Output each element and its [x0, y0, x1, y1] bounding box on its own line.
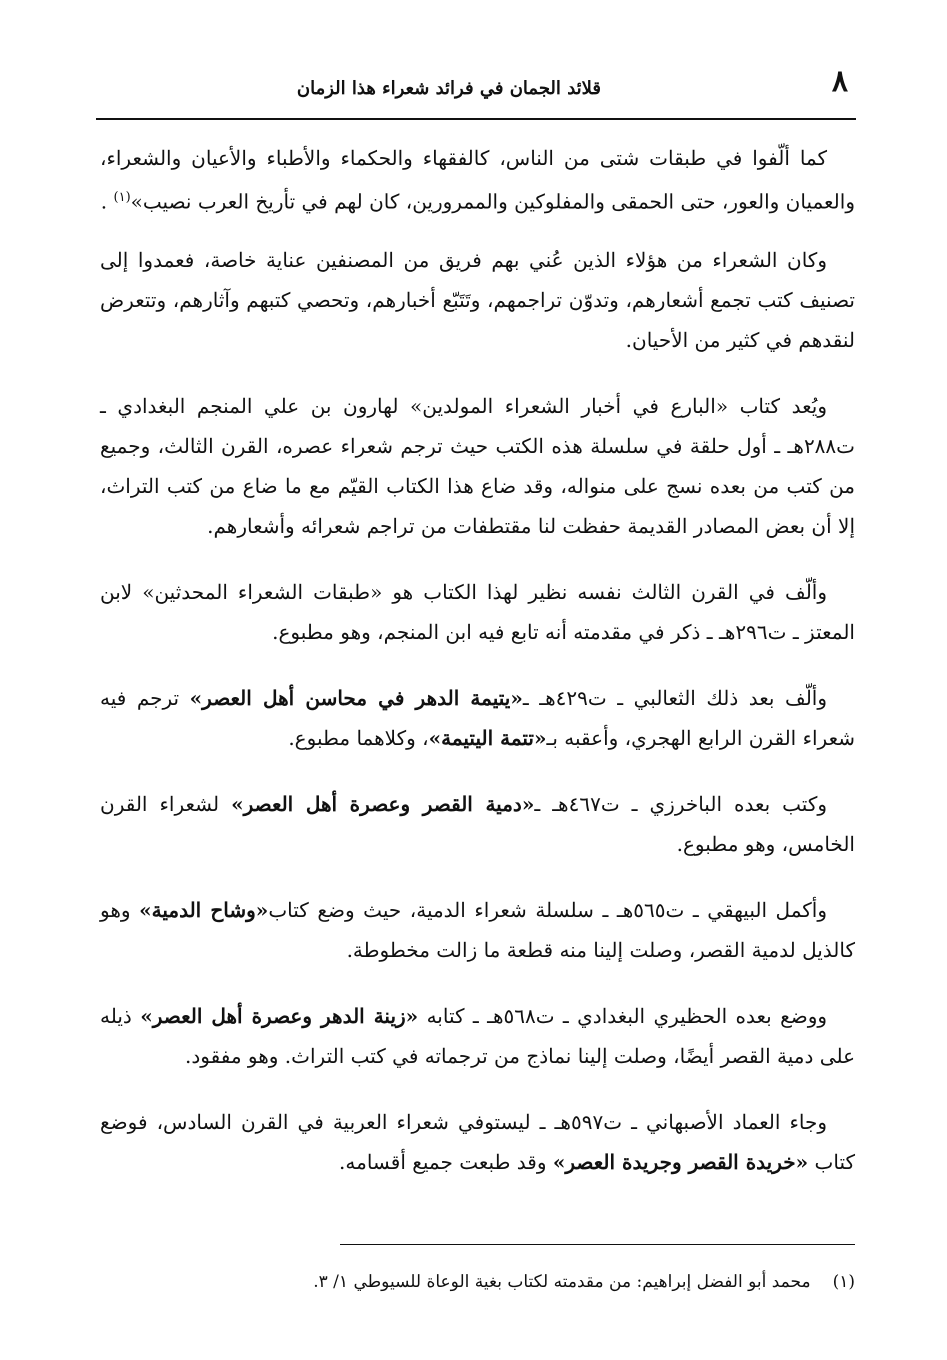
paragraph-9 — [100, 1102, 855, 1182]
book-title-wishah: «وشاح الدمية» — [139, 897, 269, 922]
paragraph-7 — [100, 890, 855, 970]
paragraph-8 — [100, 996, 855, 1076]
p7-part-a: وأكمل البيهقي ـ ت٥٦٥هـ ـ سلسلة شعراء الدمية، حيث وضع كتاب — [268, 897, 828, 922]
book-title-tatimma: «تتمة اليتيمة» — [428, 725, 547, 750]
main-text — [100, 138, 855, 1208]
p6-part-c: لشعراء القرن الخامس، وهو مطبوع. — [100, 791, 855, 856]
p8-part-c: ذيله على دمية القصر أيضًا، وصلت إلينا نماذج من ترجماته في كتب التراث. وهو مفقود. — [100, 1003, 855, 1068]
paragraph-6 — [100, 784, 855, 864]
p5-part-c: ترجم فيه شعراء القرن الرابع الهجري، وأعقبه بـ — [100, 685, 855, 750]
running-title: قلائد الجمان في فرائد شعراء هذا الزمان — [296, 78, 601, 99]
footnote-mark: (١) — [832, 1272, 855, 1292]
p8-part-a: ووضع بعده الحظيري البغدادي ـ ت٥٦٨هـ ـ كتابه — [426, 1003, 828, 1028]
book-title-yatima: «يتيمة الدهر في محاسن أهل العصر» — [189, 685, 523, 710]
p7-part-c: وهو كالذيل لدمية القصر، وصلت إلينا منه قطعة ما زالت مخطوطة. — [100, 897, 855, 962]
paragraph-1-end: . — [100, 189, 108, 214]
paragraph-1 — [100, 138, 855, 222]
footnote-rule — [340, 1244, 855, 1245]
paragraph-4: وألّف في القرن الثالث نفسه نظير لهذا الكتاب هو «طبقات الشعراء المحدثين» لابن المعتز ـ ت٢٩٦هـ ـ ذكر في مقدمته أنه تابع فيه ابن المنجم، وهو مطبوع. — [100, 579, 855, 644]
paragraph-2: وكان الشعراء من هؤلاء الذين عُني بهم فريق من المصنفين عناية خاصة، فعمدوا إلى تصنيف كتب تجمع أشعارهم، وتدوّن تراجمهم، وتَتَبّع أخبارهم، وتحصي كتبهم وآثارهم، وتتعرض لنقدهم في كثير من الأحيان. — [100, 247, 855, 352]
header-rule — [96, 118, 856, 120]
p5-part-e: ، وكلاهما مطبوع. — [288, 725, 429, 750]
paragraph-5 — [100, 678, 855, 758]
p9-part-c: وقد طبعت جميع أقسامه. — [339, 1149, 547, 1174]
p6-part-a: وكتب بعده الباخرزي ـ ت٤٦٧هـ ـ — [534, 791, 828, 816]
p5-part-a: وألّف بعد ذلك الثعالبي ـ ت٤٢٩هـ ـ — [522, 685, 828, 710]
p9-part-a: وجاء العماد الأصبهاني ـ ت٥٩٧هـ ـ ليستوفي شعراء العربية في القرن السادس، فوضع كتاب — [100, 1109, 855, 1174]
footnote-text: محمد أبو الفضل إبراهيم: من مقدمته لكتاب بغية الوعاة للسيوطي ١/ ٣. — [313, 1272, 811, 1292]
footnote-reference: (١) — [113, 190, 131, 205]
book-title-zinat: «زينة الدهر وعصرة أهل العصر» — [140, 1003, 419, 1028]
book-title-dumya: «دمية القصر وعصرة أهل العصر» — [231, 791, 535, 816]
page-number: ٨ — [831, 64, 848, 99]
paragraph-3: ويُعد كتاب «البارع في أخبار الشعراء المولدين» لهارون بن علي المنجم البغدادي ـ ت٢٨٨هـ ـ أول حلقة في سلسلة هذه الكتب حيث ترجم شعراء عصره، القرن الثالث، وجميع من كتب من بعده نسج على منواله، وقد ضاع هذا الكتاب القيّم مع ما ضاع من كتب التراث، إلا أن بعض المصادر القديمة حفظت لنا مقتطفات من تراجم شعرائه وأشعارهم. — [100, 393, 855, 538]
footnote — [255, 1268, 855, 1296]
page-header — [96, 60, 856, 118]
paragraph-1-text: كما ألّفوا في طبقات شتى من الناس، كالفقهاء والحكماء والأطباء والأعيان والشعراء، والعميان والعور، حتى الحمقى والمفلوكين والممرورين، كان لهم في تأريخ العرب نصيب» — [100, 146, 855, 214]
book-title-kharida: «خريدة القصر وجريدة العصر» — [552, 1149, 809, 1174]
